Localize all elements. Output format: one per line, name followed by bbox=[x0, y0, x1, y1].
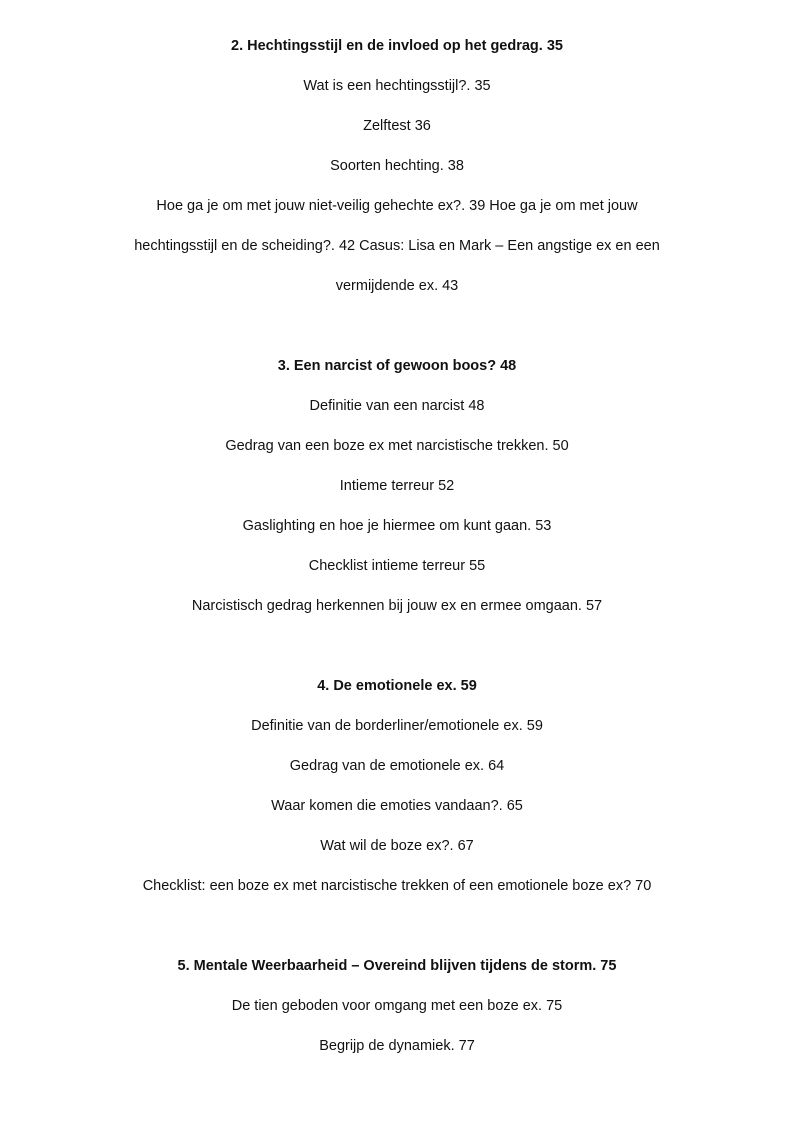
toc-entry: Narcistisch gedrag herkennen bij jouw ex en ermee omgaan. 57 bbox=[191, 598, 603, 614]
toc-entry: Hoe ga je om met jouw niet-veilig gehechte ex?. 39 Hoe ga je om met jouw bbox=[156, 198, 638, 214]
toc-entry: Wat is een hechtingsstijl?. 35 bbox=[303, 78, 491, 94]
toc-entry: Gedrag van de emotionele ex. 64 bbox=[289, 758, 505, 774]
toc-entry: Soorten hechting. 38 bbox=[330, 158, 464, 174]
toc-entry: Waar komen die emoties vandaan?. 65 bbox=[271, 798, 523, 814]
toc-entry: Intieme terreur 52 bbox=[339, 478, 455, 494]
toc-entry: Wat wil de boze ex?. 67 bbox=[320, 838, 474, 854]
toc-entry: De tien geboden voor omgang met een boze ex. 75 bbox=[231, 998, 563, 1014]
toc-entry: Checklist intieme terreur 55 bbox=[308, 558, 486, 574]
toc-entry: Begrijp de dynamiek. 77 bbox=[319, 1038, 475, 1054]
toc-entry: Definitie van een narcist 48 bbox=[309, 398, 485, 414]
toc-entry: Zelftest 36 bbox=[363, 118, 431, 134]
section-heading: 3. Een narcist of gewoon boos? 48 bbox=[277, 358, 517, 374]
toc-entry: Definitie van de borderliner/emotionele ex. 59 bbox=[251, 718, 543, 734]
toc-entry: hechtingsstijl en de scheiding?. 42 Casus: Lisa en Mark – Een angstige ex en een bbox=[134, 238, 660, 254]
section-heading: 2. Hechtingsstijl en de invloed op het gedrag. 35 bbox=[231, 38, 563, 54]
section-heading: 5. Mentale Weerbaarheid – Overeind blijven tijdens de storm. 75 bbox=[177, 958, 617, 974]
toc-entry: Gedrag van een boze ex met narcistische trekken. 50 bbox=[225, 438, 569, 454]
toc-entry: Gaslighting en hoe je hiermee om kunt gaan. 53 bbox=[242, 518, 552, 534]
section-heading: 4. De emotionele ex. 59 bbox=[317, 678, 477, 694]
toc-entry: vermijdende ex. 43 bbox=[335, 278, 459, 294]
toc-entry: Checklist: een boze ex met narcistische trekken of een emotionele boze ex? 70 bbox=[142, 878, 652, 894]
